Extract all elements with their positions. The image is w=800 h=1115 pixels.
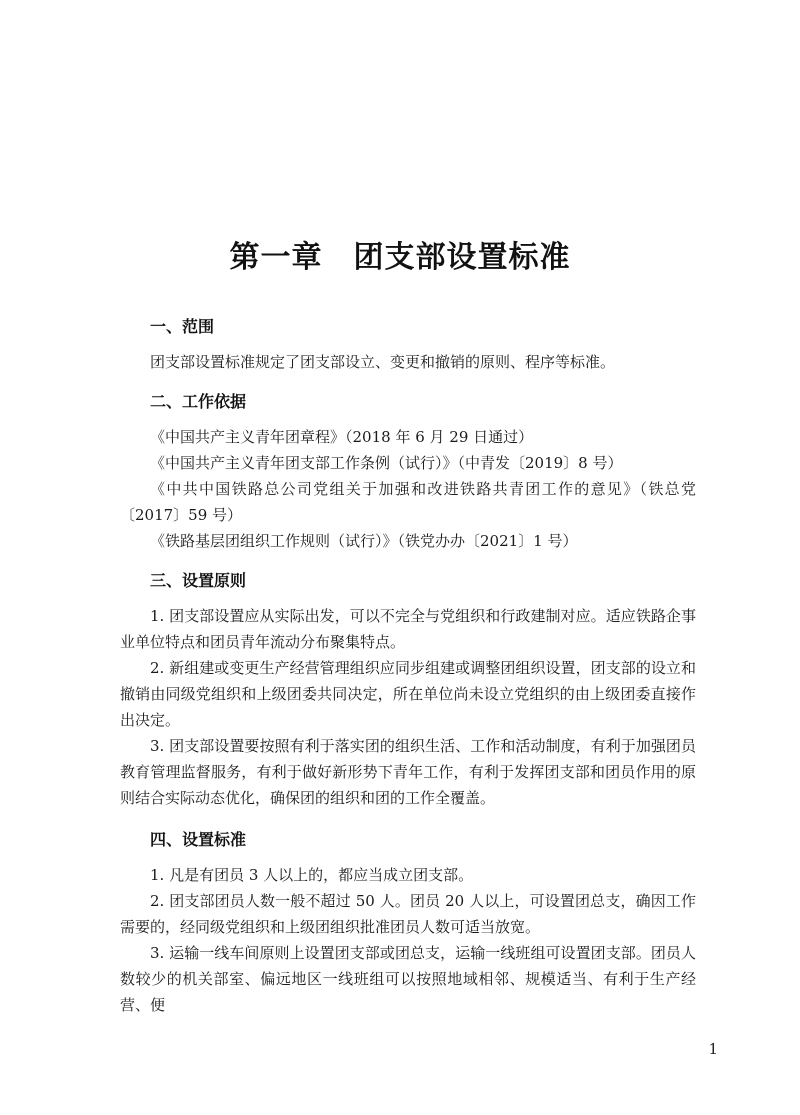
- reference-item: 《中国共产主义青年团章程》（2018 年 6 月 29 日通过）: [150, 428, 534, 446]
- section-heading-basis: 二、工作依据: [150, 392, 247, 411]
- paragraph: 2. 新组建或变更生产经营管理组织应同步组建或调整团组织设置，团支部的设立和撤销由同级党组织和上级团委共同决定，所在单位尚未设立党组织的由上级团委直接作出决定。: [120, 659, 696, 729]
- section-heading-scope: 一、范围: [150, 317, 215, 336]
- paragraph: 1. 凡是有团员 3 人以上的，都应当成立团支部。: [150, 866, 474, 884]
- reference-item: 《中国共产主义青年团支部工作条例（试行）》（中青发〔2019〕8 号）: [150, 454, 623, 472]
- chapter-title: 第一章 团支部设置标准: [229, 240, 571, 275]
- paragraph: 1. 团支部设置应从实际出发，可以不完全与党组织和行政建制对应。适应铁路企事业单位特点和团员青年流动分布聚集特点。: [120, 607, 696, 651]
- document-body: [120, 314, 696, 1018]
- reference-item: 《中共中国铁路总公司党组关于加强和改进铁路共青团工作的意见》（铁总党〔2017〕59 号）: [120, 480, 696, 524]
- section-heading-principles: 三、设置原则: [150, 571, 247, 590]
- reference-item: 《铁路基层团组织工作规则（试行）》（铁党办办〔2021〕1 号）: [150, 532, 578, 550]
- paragraph: 2. 团支部团员人数一般不超过 50 人。团员 20 人以上，可设置团总支，确因工作需要的，经同级党组织和上级团组织批准团员人数可适当放宽。: [120, 892, 696, 936]
- paragraph: 3. 运输一线车间原则上设置团支部或团总支，运输一线班组可设置团支部。团员人数较少的机关部室、偏远地区一线班组可以按照地域相邻、规模适当、有利于生产经营、便: [120, 944, 696, 1014]
- section-heading-standards: 四、设置标准: [150, 830, 247, 849]
- page-number: 1: [708, 1040, 718, 1058]
- paragraph: 3. 团支部设置要按照有利于落实团的组织生活、工作和活动制度，有利于加强团员教育管理监督服务，有利于做好新形势下青年工作，有利于发挥团支部和团员作用的原则结合实际动态优化，确保团的组织和团的工作全覆盖。: [120, 737, 696, 807]
- paragraph: 团支部设置标准规定了团支部设立、变更和撤销的原则、程序等标准。: [150, 353, 616, 371]
